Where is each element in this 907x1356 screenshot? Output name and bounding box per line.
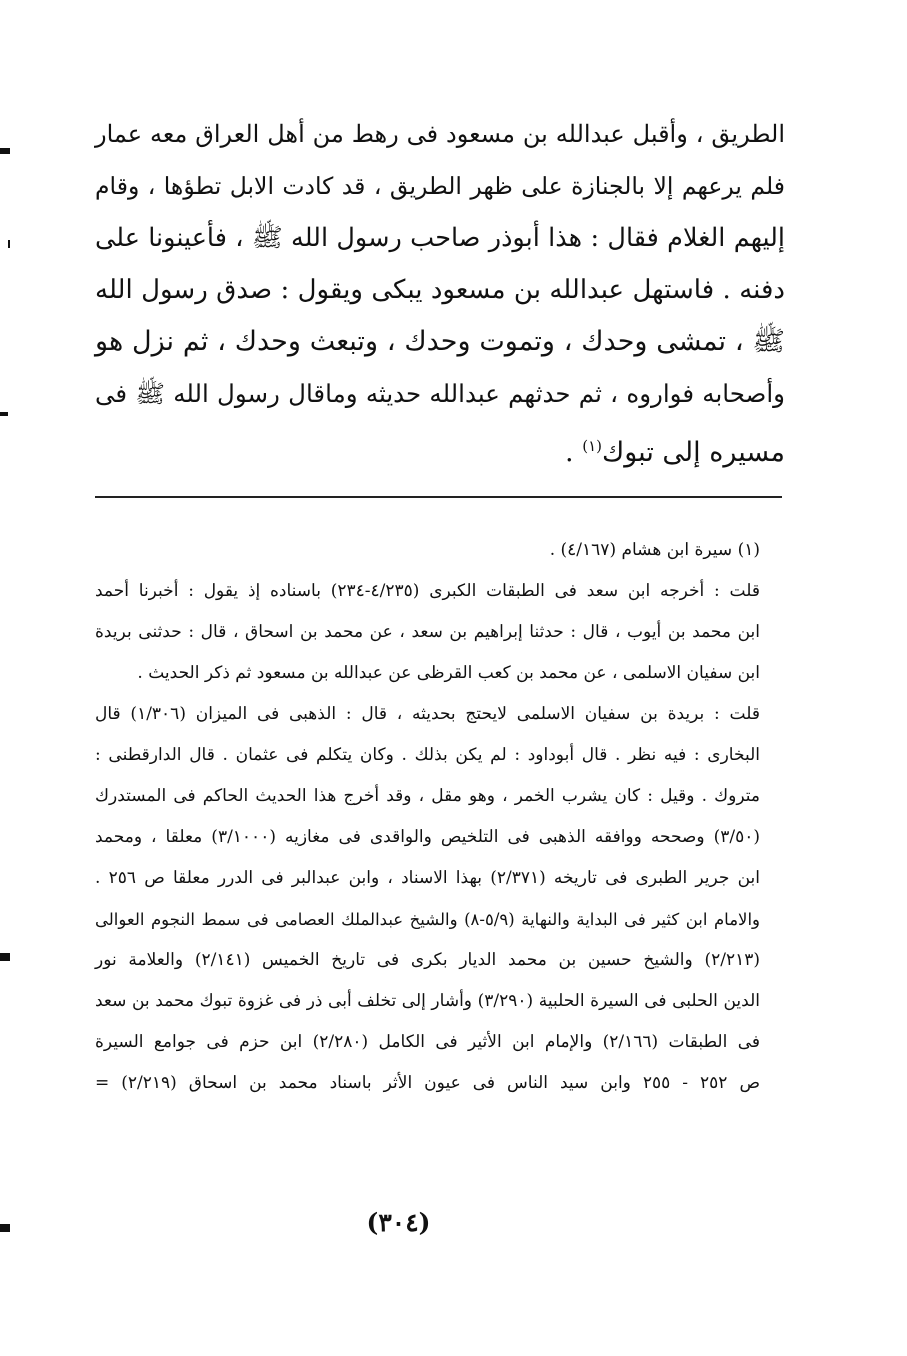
footnote-line: (٣/٥٠) وصححه ووافقه الذهبى فى التلخيص والواقدى فى مغازيه (٣/١٠٠٠) معلقا ، ومحمد xyxy=(95,827,760,847)
main-text-line: دفنه . فاستهل عبدالله بن مسعود يبكى ويقول : صدق رسول الله xyxy=(95,275,785,305)
footnote-line: فى الطبقات (٢/١٦٦) والإمام ابن الأثير فى الكامل (٢/٢٨٠) ابن حزم فى جوامع السيرة xyxy=(95,1032,760,1052)
main-text-line-end: . xyxy=(565,437,583,468)
footnote-line: ابن سفيان الاسلمى ، عن محمد بن كعب القرظى عن عبدالله بن مسعود ثم ذكر الحديث . xyxy=(137,663,760,683)
scan-mark xyxy=(0,1224,10,1232)
footnote-line: (٢/٢١٣) والشيخ حسين بن محمد الديار بكرى فى تاريخ الخميس (٢/١٤١) والعلامة نور xyxy=(95,950,760,970)
footnote-line: ص ٢٥٢ - ٢٥٥ وابن سيد الناس فى عيون الأثر باسناد محمد بن اسحاق (٢/٢١٩) = xyxy=(95,1073,761,1093)
footnote-line: (١) سيرة ابن هشام (٤/١٦٧) . xyxy=(549,540,760,560)
scan-mark xyxy=(0,953,10,961)
footnote-line: ابن محمد بن أيوب ، قال : حدثنا إبراهيم بن سعد ، عن محمد بن اسحاق ، قال : حدثنى بريدة xyxy=(95,622,760,642)
main-text-line: فلم يرعهم إلا بالجنازة على ظهر الطريق ، قد كادت الابل تطؤها ، وقام xyxy=(95,172,785,200)
footnote-line: ابن جرير الطبرى فى تاريخه (٢/٣٧١) بهذا الاسناد ، وابن عبدالبر فى الدرر معلقا ص ٢٥٦ . xyxy=(95,868,761,888)
main-text-last-line xyxy=(95,420,785,479)
scan-mark xyxy=(8,240,10,248)
footnote-line: متروك . وقيل : كان يشرب الخمر ، وهو مقل ، وقد أخرج هذا الحديث الحاكم فى المستدرك xyxy=(95,786,760,806)
footnote-line: والامام ابن كثير فى البداية والنهاية (٥/٩-٨) والشيخ عبدالملك العصامى فى سمط النجوم العوالى xyxy=(95,910,760,929)
footnote-line: الدين الحلبى فى السيرة الحلبية (٣/٢٩٠) وأشار إلى تخلف أبى ذر فى غزوة تبوك محمد بن سعد xyxy=(95,991,760,1011)
main-text-line: مسيره إلى تبوك xyxy=(601,437,785,468)
main-text-line: إليهم الغلام فقال : هذا أبوذر صاحب رسول الله ﷺ ، فأعينونا على xyxy=(95,223,785,253)
main-text-line: وأصحابه فواروه ، ثم حدثهم عبدالله حديثه وماقال رسول الله ﷺ فى xyxy=(95,379,785,408)
main-text-line: ﷺ ، تمشى وحدك ، وتموت وحدك ، وتبعث وحدك ، ثم نزل هو xyxy=(95,326,785,357)
footnote-line: قلت : بريدة بن سفيان الاسلمى لايحتج بحديثه ، قال : الذهبى فى الميزان (١/٣٠٦) قال xyxy=(95,704,760,724)
footnote-separator-rule xyxy=(95,496,782,498)
footnotes xyxy=(95,530,760,1104)
main-text xyxy=(95,108,785,479)
footnote-marker: (١) xyxy=(582,437,602,455)
scan-mark xyxy=(0,412,8,416)
footnote-line: قلت : أخرجه ابن سعد فى الطبقات الكبرى (٤/٢٣٥-٢٣٤) باسناده إذ يقول : أخبرنا أحمد xyxy=(95,581,760,601)
footnote-line: البخارى : فيه نظر . قال أبوداود : لم يكن بذلك . وكان يتكلم فى عثمان . قال الدارقطنى : xyxy=(95,745,760,765)
scan-mark xyxy=(0,148,10,154)
main-text-line: الطريق ، وأقبل عبدالله بن مسعود فى رهط من أهل العراق معه عمار xyxy=(95,120,785,148)
page-number: (٣٠٤) xyxy=(366,1208,431,1237)
